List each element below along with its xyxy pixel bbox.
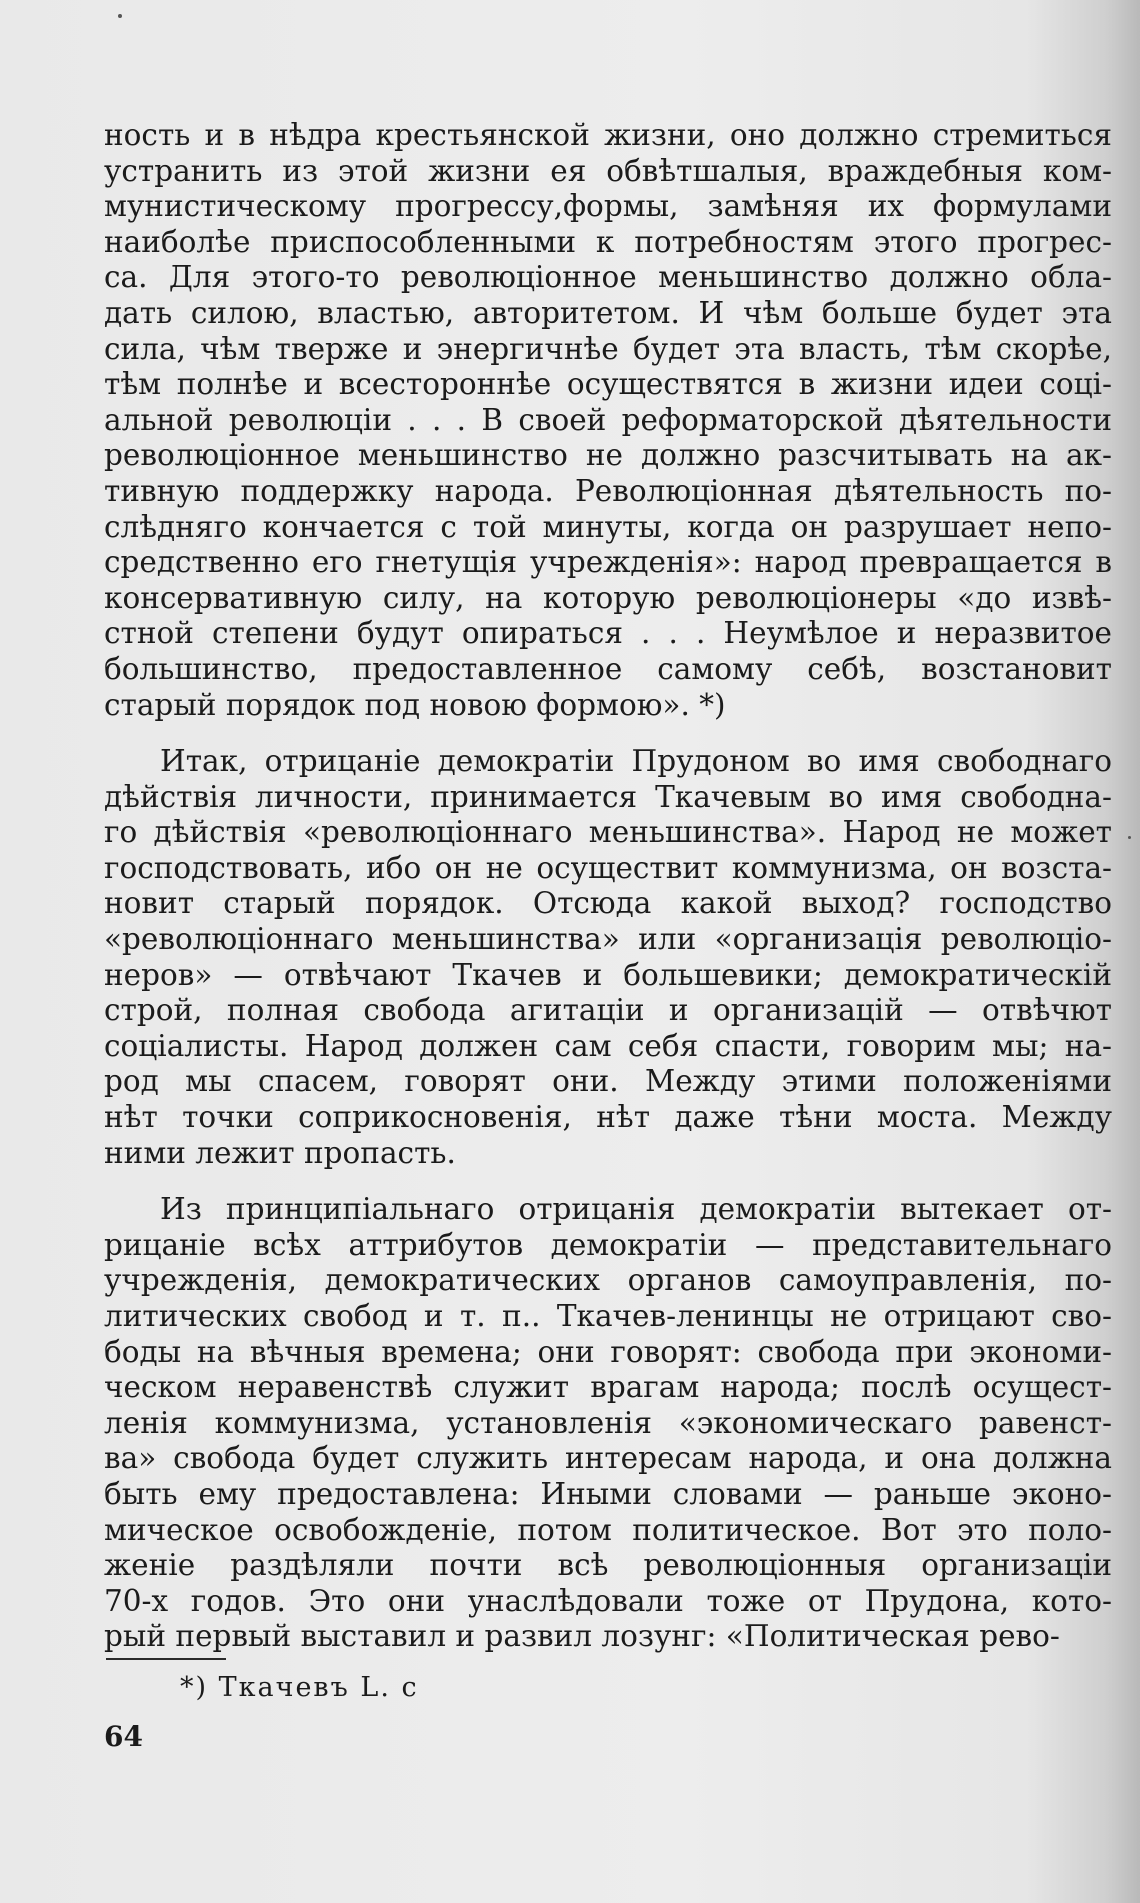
text-line: са. Для этого-то революціонное меньшинство должно обла- <box>104 260 1112 295</box>
text-line: новит старый порядок. Отсюда какой выход? господство <box>104 886 1112 921</box>
body-text <box>104 118 1112 1655</box>
text-line: тивную поддержку народа. Революціонная дѣятельность по- <box>104 473 1112 508</box>
text-line: го дѣйствія «революціоннаго меньшинства». Народ не может <box>104 815 1112 850</box>
text-line: «революціоннаго меньшинства» или «организація революціо- <box>104 922 1112 957</box>
footnote: *) Ткачевъ L. с <box>180 1672 419 1703</box>
text-line: ва» свобода будет служить интересам народа, и она должна <box>104 1441 1112 1476</box>
text-line: средственно его гнетущія учрежденія»: народ превращается в <box>104 545 1112 580</box>
text-line: рый первый выставил и развил лозунг: «Политическая рево- <box>104 1619 1060 1654</box>
paragraph-1 <box>104 118 1112 723</box>
text-line: консервативную силу, на которую революціонеры «до извѣ- <box>104 580 1112 615</box>
text-line: Итак, отрицаніе демократіи Прудоном во имя свободнаго <box>160 744 1112 779</box>
text-line: старый порядок под новою формою». *) <box>104 687 726 722</box>
text-line: строй, полная свобода агитаціи и организацій — отвѣчют <box>104 993 1112 1028</box>
text-line: дѣйствія личности, принимается Ткачевым во имя свободна- <box>104 779 1112 814</box>
text-line: ческом неравенствѣ служит врагам народа; послѣ осущест- <box>104 1370 1112 1405</box>
text-line: ними лежит пропасть. <box>104 1135 456 1170</box>
text-line: женіе раздѣляли почти всѣ революціонныя организаціи <box>104 1548 1112 1583</box>
paragraph-2 <box>104 744 1112 1171</box>
text-line: сила, чѣм тверже и энергичнѣе будет эта власть, тѣм скорѣе, <box>104 331 1112 366</box>
text-line: неров» — отвѣчают Ткачев и большевики; демократическій <box>104 957 1112 992</box>
text-line: тѣм полнѣе и всестороннѣе осуществятся в жизни идеи соці- <box>104 367 1112 402</box>
text-line: мическое освобожденіе, потом политическое. Вот это поло- <box>104 1512 1112 1547</box>
text-line: мунистическому прогрессу,формы, замѣняя их формулами <box>104 189 1112 224</box>
text-line: стной степени будут опираться . . . Неумѣлое и неразвитое <box>104 616 1112 651</box>
paper-speck <box>118 14 122 18</box>
text-line: 70-х годов. Это они унаслѣдовали тоже от Прудона, кото- <box>104 1583 1112 1618</box>
text-line: учрежденія, демократических органов самоуправленія, по- <box>104 1263 1112 1298</box>
paper-speck <box>1128 836 1131 839</box>
text-line: литических свобод и т. п.. Ткачев-ленинцы не отрицают сво- <box>104 1299 1112 1333</box>
text-line: ленія коммунизма, установленія «экономическаго равенст- <box>104 1405 1112 1440</box>
text-line: Из принципіальнаго отрицанія демократіи вытекает от- <box>160 1192 1112 1227</box>
text-line: быть ему предоставлена: Иными словами — раньше эконо- <box>104 1476 1112 1511</box>
text-line: нѣт точки соприкосновенія, нѣт даже тѣни моста. Между <box>104 1100 1112 1135</box>
text-line: ность и в нѣдра крестьянской жизни, оно должно стремиться <box>104 118 1112 152</box>
text-line: дать силою, властью, авторитетом. И чѣм больше будет эта <box>104 295 1112 330</box>
text-line: наиболѣе приспособленными к потребностям этого прогрес- <box>104 224 1112 259</box>
text-line: боды на вѣчныя времена; они говорят: свобода при экономи- <box>104 1334 1112 1369</box>
footnote-rule <box>106 1658 226 1660</box>
text-line: альной революціи . . . В своей реформаторской дѣятельности <box>104 402 1112 437</box>
text-line: соціалисты. Народ должен сам себя спасти, говорим мы; на- <box>104 1028 1112 1063</box>
text-line: революціонное меньшинство не должно разсчитывать на ак- <box>104 438 1112 473</box>
paragraph-3 <box>104 1192 1112 1655</box>
text-line: рицаніе всѣх аттрибутов демократіи — представительнаго <box>104 1227 1112 1262</box>
page-number: 64 <box>104 1720 143 1753</box>
text-line: слѣдняго кончается с той минуты, когда он разрушает непо- <box>104 509 1112 544</box>
text-line: господствовать, ибо он не осуществит коммунизма, он возста- <box>104 850 1112 885</box>
text-line: род мы спасем, говорят они. Между этими положеніями <box>104 1064 1112 1099</box>
text-line: большинство, предоставленное самому себѣ, возстановит <box>104 651 1112 686</box>
text-line: устранить из этой жизни ея обвѣтшалыя, враждебныя ком- <box>104 153 1112 188</box>
